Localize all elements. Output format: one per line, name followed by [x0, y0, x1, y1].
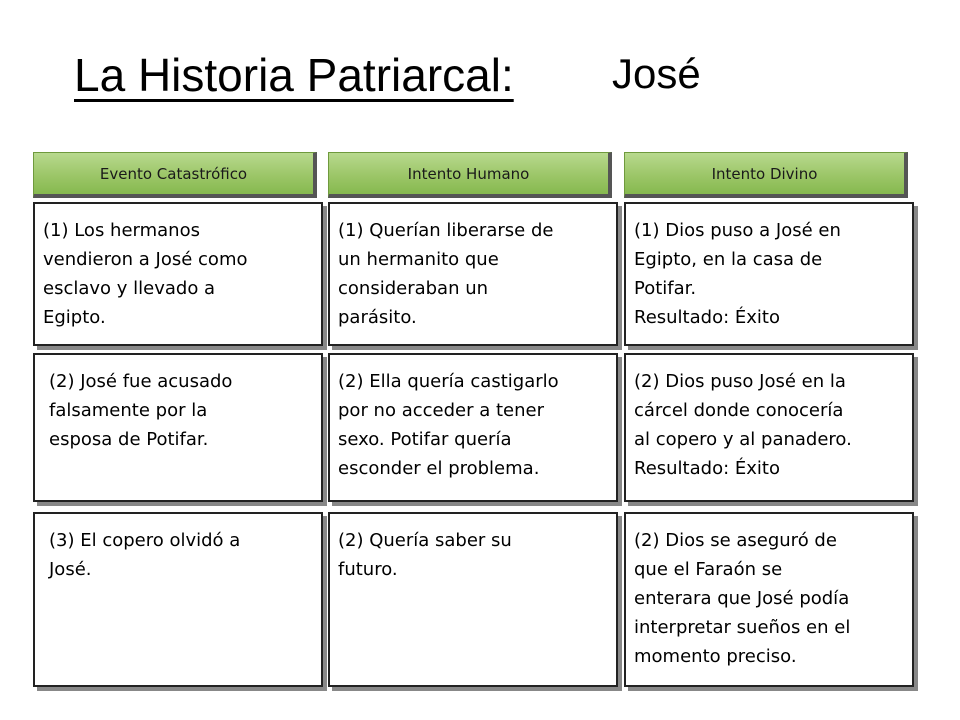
cell-divino-1: (1) Dios puso a José en Egipto, en la casa de Potifar. Resultado: Éxito — [624, 202, 914, 346]
cell-evento-1: (1) Los hermanos vendieron a José como esclavo y llevado a Egipto. — [33, 202, 323, 346]
cell-evento-2: (2) José fue acusado falsamente por la esposa de Potifar. — [33, 353, 323, 502]
column-header-intento-divino: Intento Divino — [624, 152, 908, 198]
page-subtitle: José — [612, 50, 701, 97]
page-title: La Historia Patriarcal: — [74, 49, 514, 101]
cell-humano-3: (2) Quería saber su futuro. — [328, 512, 618, 687]
cell-humano-2: (2) Ella quería castigarlo por no acceder a tener sexo. Potifar quería esconder el problema. — [328, 353, 618, 502]
column-header-evento-catastrofico: Evento Catastrófico — [33, 152, 317, 198]
cell-evento-3: (3) El copero olvidó a José. — [33, 512, 323, 687]
cell-divino-2: (2) Dios puso José en la cárcel donde conocería al copero y al panadero. Resultado: Éxito — [624, 353, 914, 502]
cell-divino-3: (2) Dios se aseguró de que el Faraón se enterara que José podía interpretar sueños en el momento preciso. — [624, 512, 914, 687]
column-header-intento-humano: Intento Humano — [328, 152, 612, 198]
cell-humano-1: (1) Querían liberarse de un hermanito que consideraban un parásito. — [328, 202, 618, 346]
